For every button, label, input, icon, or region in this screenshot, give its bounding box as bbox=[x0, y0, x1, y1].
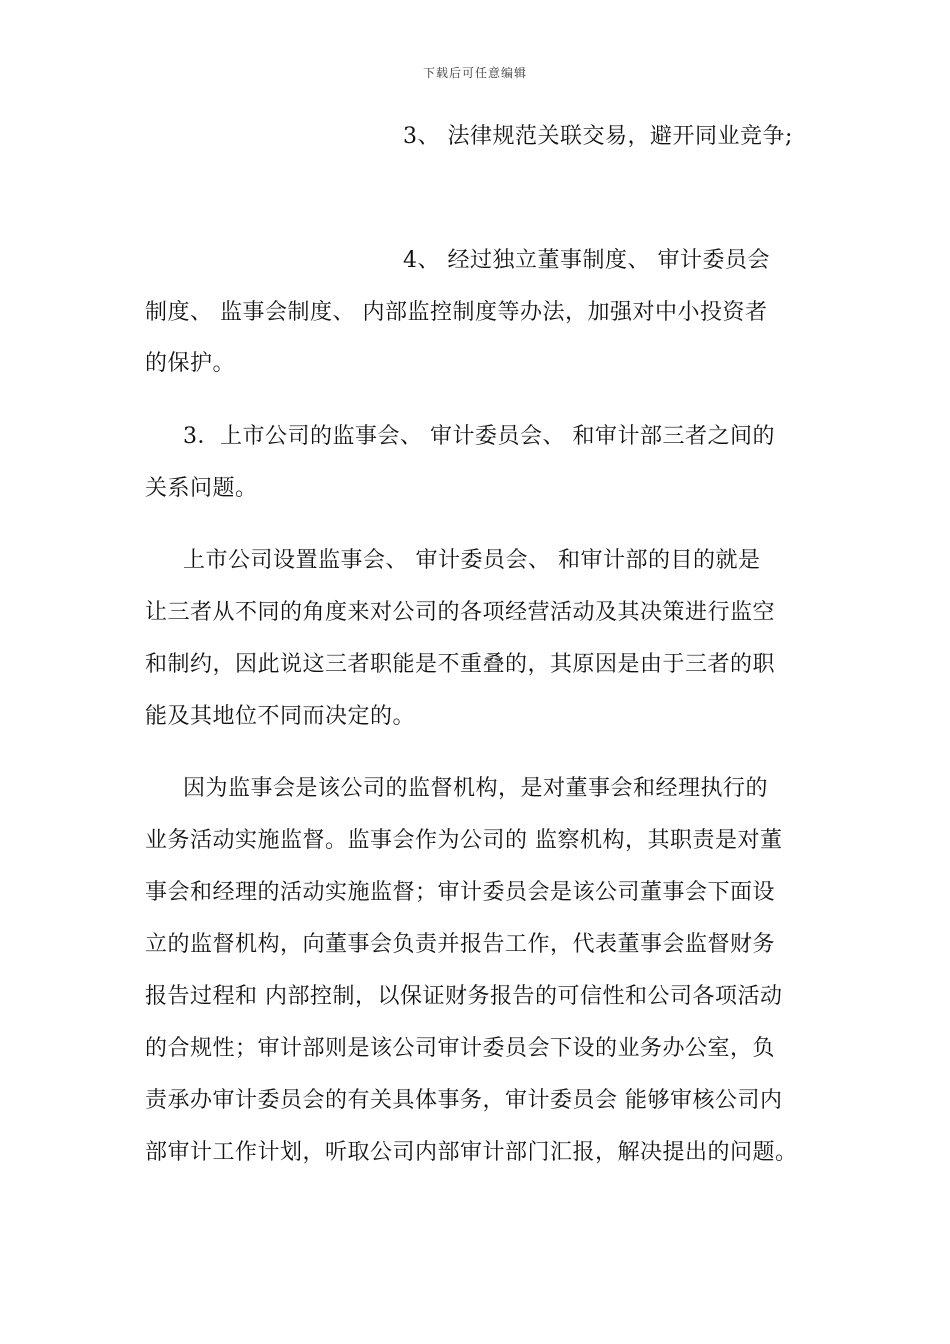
text-line: 的合规性；审计部则是该公司审计委员会下设的业务办公室，负 bbox=[145, 1036, 776, 1061]
text-line: 事会和经理的活动实施监督；审计委员会是该公司董事会下面设 bbox=[145, 880, 776, 905]
text-line: 的保护。 bbox=[145, 351, 236, 376]
text-line: 部审计工作计划，听取公司内部审计部门汇报，解决提出的问题。 bbox=[145, 1140, 798, 1165]
page-header: 下载后可任意编辑 bbox=[422, 66, 527, 80]
text-line: 责承办审计委员会的有关具体事务，审计委员会 能够审核公司内 bbox=[145, 1088, 783, 1113]
text-line: 报告过程和 内部控制，以保证财务报告的可信性和公司各项活动 bbox=[145, 984, 783, 1009]
text-line: 和制约，因此说这三者职能是不重叠的，其原因是由于三者的职 bbox=[145, 652, 776, 677]
text-line: 4、 经过独立董事制度、 审计委员会 bbox=[403, 248, 770, 273]
text-line: 制度、 监事会制度、 内部监控制度等办法，加强对中小投资者 bbox=[145, 300, 768, 325]
text-line: 能及其地位不同而决定的。 bbox=[145, 704, 416, 729]
text-line: 上市公司设置监事会、 审计委员会、 和审计部的目的就是 bbox=[183, 548, 761, 573]
text-line: 因为监事会是该公司的监督机构，是对董事会和经理执行的 bbox=[183, 776, 769, 801]
text-line: 3．上市公司的监事会、 审计委员会、 和审计部三者之间的 bbox=[183, 424, 775, 449]
text-line: 业务活动实施监督。监事会作为公司的 监察机构，其职责是对董 bbox=[145, 828, 783, 853]
text-line: 3、 法律规范关联交易，避开同业竞争; bbox=[403, 124, 793, 149]
text-line: 让三者从不同的角度来对公司的各项经营活动及其决策进行监空 bbox=[145, 600, 776, 625]
text-line: 关系问题。 bbox=[145, 476, 258, 501]
text-line: 立的监督机构，向董事会负责并报告工作，代表董事会监督财务 bbox=[145, 932, 776, 957]
